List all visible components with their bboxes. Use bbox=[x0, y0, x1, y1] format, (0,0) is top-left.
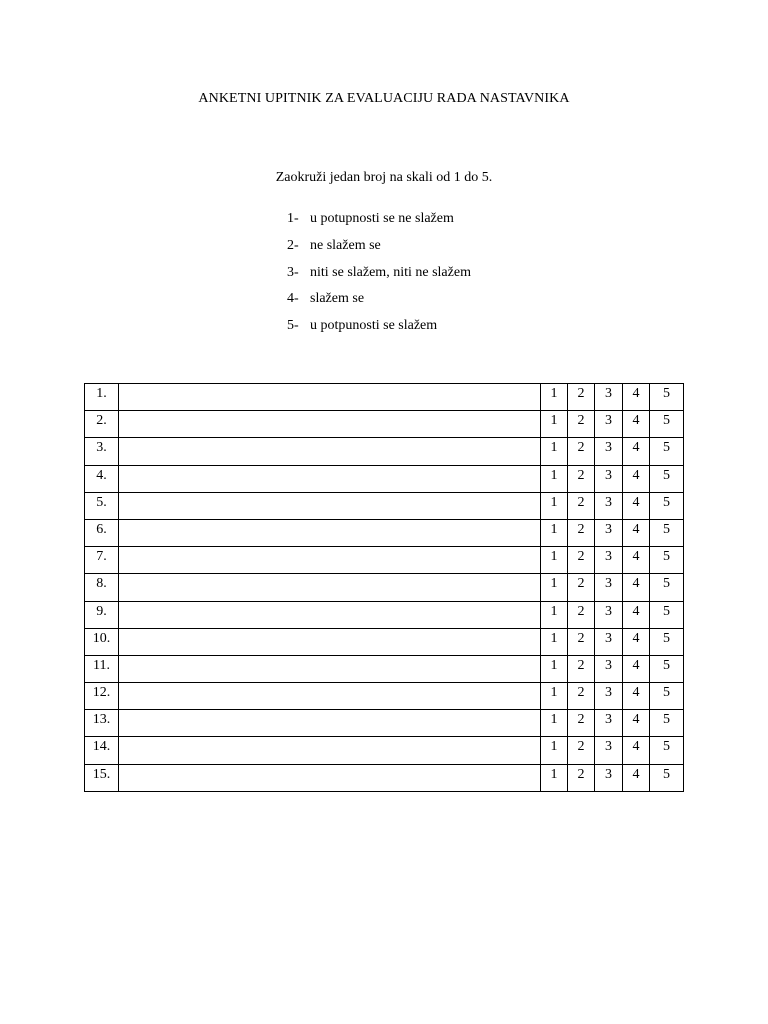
rating-option-2[interactable]: 2 bbox=[568, 628, 595, 655]
rating-option-4[interactable]: 4 bbox=[623, 438, 650, 465]
scale-item bbox=[287, 316, 471, 343]
instruction-text: Zaokruži jedan broj na skali od 1 do 5. bbox=[275, 170, 493, 185]
rating-option-2[interactable]: 2 bbox=[568, 411, 595, 438]
table-row bbox=[85, 465, 684, 492]
rating-option-3[interactable]: 3 bbox=[595, 384, 623, 411]
table-row bbox=[85, 764, 684, 791]
rating-option-5[interactable]: 5 bbox=[650, 655, 684, 682]
scale-item bbox=[287, 289, 471, 316]
rating-option-5[interactable]: 5 bbox=[650, 710, 684, 737]
statement-cell[interactable] bbox=[119, 601, 541, 628]
rating-option-4[interactable]: 4 bbox=[623, 655, 650, 682]
table-row bbox=[85, 601, 684, 628]
row-number: 8. bbox=[85, 574, 119, 601]
rating-option-3[interactable]: 3 bbox=[595, 710, 623, 737]
rating-option-1[interactable]: 1 bbox=[541, 574, 568, 601]
rating-option-4[interactable]: 4 bbox=[623, 737, 650, 764]
rating-option-5[interactable]: 5 bbox=[650, 492, 684, 519]
row-number: 3. bbox=[85, 438, 119, 465]
row-number: 13. bbox=[85, 710, 119, 737]
rating-option-3[interactable]: 3 bbox=[595, 764, 623, 791]
rating-option-2[interactable]: 2 bbox=[568, 574, 595, 601]
rating-option-3[interactable]: 3 bbox=[595, 601, 623, 628]
rating-option-5[interactable]: 5 bbox=[650, 764, 684, 791]
rating-option-1[interactable]: 1 bbox=[541, 628, 568, 655]
rating-option-3[interactable]: 3 bbox=[595, 411, 623, 438]
rating-option-5[interactable]: 5 bbox=[650, 438, 684, 465]
row-number: 12. bbox=[85, 683, 119, 710]
survey-table bbox=[84, 383, 684, 792]
scale-item-label: slažem se bbox=[310, 291, 365, 307]
rating-option-2[interactable]: 2 bbox=[568, 547, 595, 574]
row-number: 7. bbox=[85, 547, 119, 574]
table-row bbox=[85, 683, 684, 710]
table-row bbox=[85, 737, 684, 764]
rating-option-3[interactable]: 3 bbox=[595, 628, 623, 655]
rating-option-2[interactable]: 2 bbox=[568, 655, 595, 682]
rating-option-3[interactable]: 3 bbox=[595, 492, 623, 519]
rating-option-2[interactable]: 2 bbox=[568, 710, 595, 737]
row-number: 5. bbox=[85, 492, 119, 519]
rating-option-3[interactable]: 3 bbox=[595, 438, 623, 465]
statement-cell[interactable] bbox=[119, 519, 541, 546]
rating-option-4[interactable]: 4 bbox=[623, 465, 650, 492]
statement-cell[interactable] bbox=[119, 384, 541, 411]
rating-option-1[interactable]: 1 bbox=[541, 411, 568, 438]
rating-option-3[interactable]: 3 bbox=[595, 547, 623, 574]
rating-option-4[interactable]: 4 bbox=[623, 384, 650, 411]
statement-cell[interactable] bbox=[119, 764, 541, 791]
statement-cell[interactable] bbox=[119, 411, 541, 438]
rating-option-5[interactable]: 5 bbox=[650, 411, 684, 438]
statement-cell[interactable] bbox=[119, 710, 541, 737]
rating-option-5[interactable]: 5 bbox=[650, 574, 684, 601]
rating-option-1[interactable]: 1 bbox=[541, 519, 568, 546]
rating-option-2[interactable]: 2 bbox=[568, 438, 595, 465]
row-number: 15. bbox=[85, 764, 119, 791]
rating-option-4[interactable]: 4 bbox=[623, 547, 650, 574]
table-row bbox=[85, 628, 684, 655]
rating-option-4[interactable]: 4 bbox=[623, 764, 650, 791]
scale-item bbox=[287, 263, 471, 290]
document-title: ANKETNI UPITNIK ZA EVALUACIJU RADA NASTAVNIKA bbox=[198, 91, 570, 106]
scale-item-number: 1- bbox=[287, 211, 299, 226]
rating-option-5[interactable]: 5 bbox=[650, 547, 684, 574]
rating-option-3[interactable]: 3 bbox=[595, 574, 623, 601]
statement-cell[interactable] bbox=[119, 683, 541, 710]
rating-option-1[interactable]: 1 bbox=[541, 384, 568, 411]
row-number: 9. bbox=[85, 601, 119, 628]
scale-item-number: 3- bbox=[287, 264, 299, 280]
row-number: 1. bbox=[85, 384, 119, 411]
statement-cell[interactable] bbox=[119, 574, 541, 601]
rating-option-1[interactable]: 1 bbox=[541, 492, 568, 519]
table-row bbox=[85, 384, 684, 411]
scale-item bbox=[287, 209, 471, 236]
rating-option-4[interactable]: 4 bbox=[623, 601, 650, 628]
scale-item-label: u potupnosti se ne slažem bbox=[310, 211, 454, 226]
table-row bbox=[85, 438, 684, 465]
rating-option-5[interactable]: 5 bbox=[650, 601, 684, 628]
rating-option-2[interactable]: 2 bbox=[568, 764, 595, 791]
rating-option-5[interactable]: 5 bbox=[650, 737, 684, 764]
statement-cell[interactable] bbox=[119, 737, 541, 764]
scale-item bbox=[287, 236, 471, 263]
scale-item-label: niti se slažem, niti ne slažem bbox=[310, 264, 471, 280]
rating-option-1[interactable]: 1 bbox=[541, 601, 568, 628]
rating-option-4[interactable]: 4 bbox=[623, 519, 650, 546]
rating-option-1[interactable]: 1 bbox=[541, 764, 568, 791]
table-row bbox=[85, 492, 684, 519]
rating-option-4[interactable]: 4 bbox=[623, 683, 650, 710]
table-row bbox=[85, 574, 684, 601]
statement-cell[interactable] bbox=[119, 465, 541, 492]
row-number: 11. bbox=[85, 655, 119, 682]
rating-option-3[interactable]: 3 bbox=[595, 519, 623, 546]
row-number: 10. bbox=[85, 628, 119, 655]
rating-option-4[interactable]: 4 bbox=[623, 492, 650, 519]
rating-option-2[interactable]: 2 bbox=[568, 492, 595, 519]
rating-option-4[interactable]: 4 bbox=[623, 411, 650, 438]
rating-option-1[interactable]: 1 bbox=[541, 465, 568, 492]
statement-cell[interactable] bbox=[119, 655, 541, 682]
table-row bbox=[85, 710, 684, 737]
rating-option-4[interactable]: 4 bbox=[623, 628, 650, 655]
rating-option-2[interactable]: 2 bbox=[568, 384, 595, 411]
rating-option-2[interactable]: 2 bbox=[568, 601, 595, 628]
scale-item-label: ne slažem se bbox=[310, 237, 381, 253]
rating-option-1[interactable]: 1 bbox=[541, 547, 568, 574]
rating-option-5[interactable]: 5 bbox=[650, 628, 684, 655]
scale-item-number: 4- bbox=[287, 291, 299, 307]
rating-option-5[interactable]: 5 bbox=[650, 683, 684, 710]
row-number: 6. bbox=[85, 519, 119, 546]
rating-option-3[interactable]: 3 bbox=[595, 737, 623, 764]
row-number: 4. bbox=[85, 465, 119, 492]
rating-option-1[interactable]: 1 bbox=[541, 737, 568, 764]
rating-option-1[interactable]: 1 bbox=[541, 683, 568, 710]
rating-option-2[interactable]: 2 bbox=[568, 737, 595, 764]
scale-item-number: 2- bbox=[287, 237, 299, 253]
rating-option-4[interactable]: 4 bbox=[623, 574, 650, 601]
scale-legend bbox=[287, 209, 471, 343]
table-row bbox=[85, 547, 684, 574]
rating-option-5[interactable]: 5 bbox=[650, 384, 684, 411]
table-row bbox=[85, 411, 684, 438]
scale-item-number: 5- bbox=[287, 318, 299, 334]
table-row bbox=[85, 655, 684, 682]
rating-option-4[interactable]: 4 bbox=[623, 710, 650, 737]
rating-option-3[interactable]: 3 bbox=[595, 683, 623, 710]
statement-cell[interactable] bbox=[119, 492, 541, 519]
rating-option-1[interactable]: 1 bbox=[541, 438, 568, 465]
statement-cell[interactable] bbox=[119, 628, 541, 655]
table-row bbox=[85, 519, 684, 546]
rating-option-3[interactable]: 3 bbox=[595, 465, 623, 492]
rating-option-2[interactable]: 2 bbox=[568, 465, 595, 492]
rating-option-5[interactable]: 5 bbox=[650, 465, 684, 492]
statement-cell[interactable] bbox=[119, 438, 541, 465]
rating-option-1[interactable]: 1 bbox=[541, 710, 568, 737]
statement-cell[interactable] bbox=[119, 547, 541, 574]
rating-option-1[interactable]: 1 bbox=[541, 655, 568, 682]
rating-option-5[interactable]: 5 bbox=[650, 519, 684, 546]
row-number: 2. bbox=[85, 411, 119, 438]
row-number: 14. bbox=[85, 737, 119, 764]
rating-option-3[interactable]: 3 bbox=[595, 655, 623, 682]
rating-option-2[interactable]: 2 bbox=[568, 683, 595, 710]
scale-item-label: u potpunosti se slažem bbox=[310, 318, 438, 334]
rating-option-2[interactable]: 2 bbox=[568, 519, 595, 546]
